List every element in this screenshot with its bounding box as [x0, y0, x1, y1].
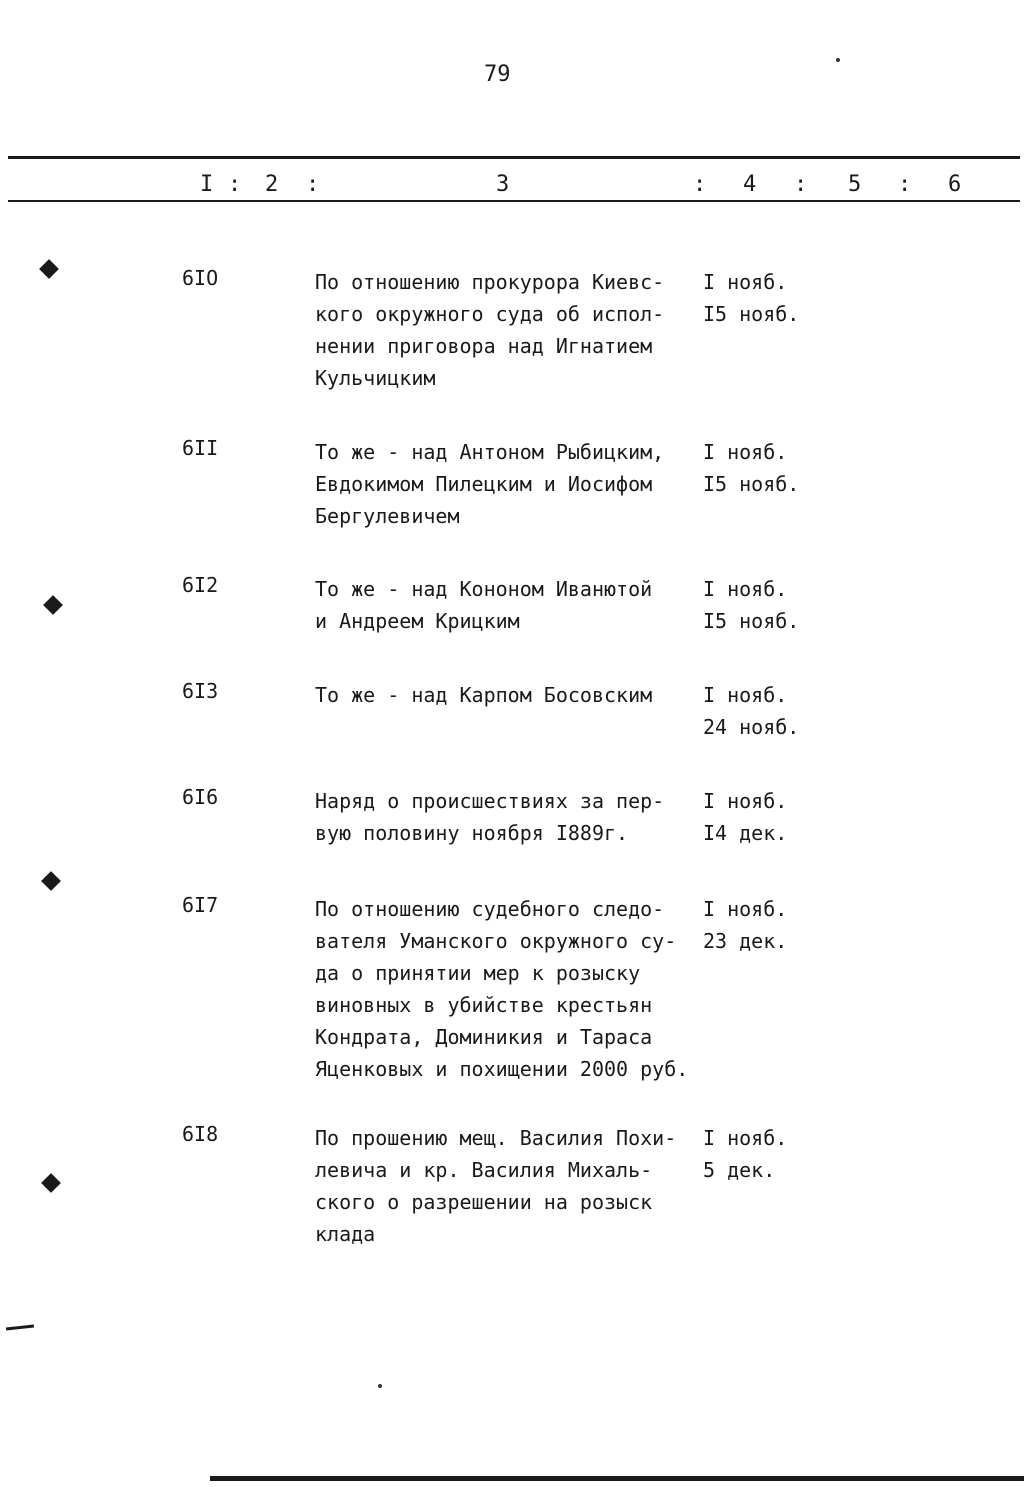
entry-number: 6I7: [182, 893, 219, 917]
end-date: 23 дек.: [703, 929, 788, 953]
paper-speck: [836, 58, 840, 62]
paper-speck: [378, 1384, 382, 1388]
end-date: I5 нояб.: [703, 472, 800, 496]
entry-number: 6II: [182, 436, 219, 460]
entry-number: 6I8: [182, 1122, 219, 1146]
description-line: ского о разрешении на розыск: [315, 1190, 653, 1214]
description-line: То же - над Карпом Босовским: [315, 683, 653, 707]
description-line: да о принятии мер к розыску: [315, 961, 641, 985]
end-date: I4 дек.: [703, 821, 788, 845]
entry-description: [315, 679, 705, 711]
description-line: и Андреем Крицким: [315, 609, 520, 633]
description-line: Яценковых и похищении 2000 руб.: [315, 1057, 689, 1081]
entry-dates: [703, 266, 843, 330]
description-line: По отношению судебного следо-: [315, 897, 665, 921]
entry-description: [315, 1122, 705, 1250]
header-top-rule: [8, 156, 1020, 159]
column-separator: :: [693, 172, 707, 197]
start-date: I нояб.: [703, 1126, 788, 1150]
end-date: 5 дек.: [703, 1158, 776, 1182]
description-line: Наряд о происшествиях за пер-: [315, 789, 665, 813]
binding-hole-mark: [43, 595, 63, 615]
start-date: I нояб.: [703, 270, 788, 294]
column-separator: :: [898, 172, 912, 197]
entry-description: [315, 573, 705, 637]
column-header-1: I: [200, 172, 214, 197]
entry-number: 6IO: [182, 266, 219, 290]
bottom-edge-rule: [210, 1476, 1024, 1481]
column-separator: :: [794, 172, 808, 197]
column-separator: :: [228, 172, 242, 197]
end-date: 24 нояб.: [703, 715, 800, 739]
start-date: I нояб.: [703, 577, 788, 601]
description-line: левича и кр. Василия Михаль-: [315, 1158, 653, 1182]
binding-hole-mark: [41, 1173, 61, 1193]
description-line: То же - над Антоном Рыбицким,: [315, 440, 665, 464]
description-line: Кульчицким: [315, 366, 436, 390]
start-date: I нояб.: [703, 440, 788, 464]
description-line: клада: [315, 1222, 376, 1246]
entry-description: [315, 266, 705, 394]
description-line: Бергулевичем: [315, 504, 460, 528]
description-line: вую половину ноября I889г.: [315, 821, 629, 845]
entry-dates: [703, 573, 843, 637]
entry-description: [315, 785, 705, 849]
start-date: I нояб.: [703, 789, 788, 813]
entry-dates: [703, 785, 843, 849]
entry-description: [315, 436, 705, 532]
binding-hole-mark: [39, 259, 59, 279]
description-line: кого окружного суда об испол-: [315, 302, 665, 326]
description-line: То же - над Кононом Иванютой: [315, 577, 653, 601]
entry-number: 6I6: [182, 785, 219, 809]
entry-dates: [703, 1122, 843, 1186]
margin-dash-mark: [6, 1325, 34, 1331]
binding-hole-mark: [41, 871, 61, 891]
description-line: Кондрата, Доминикия и Тараса: [315, 1025, 653, 1049]
description-line: вателя Уманского окружного су-: [315, 929, 677, 953]
entry-description: [315, 893, 705, 1085]
column-header-5: 5: [848, 172, 862, 197]
end-date: I5 нояб.: [703, 609, 800, 633]
entry-dates: [703, 679, 843, 743]
entry-dates: [703, 893, 843, 957]
entry-dates: [703, 436, 843, 500]
start-date: I нояб.: [703, 683, 788, 707]
start-date: I нояб.: [703, 897, 788, 921]
entry-number: 6I3: [182, 679, 219, 703]
description-line: По прошению мещ. Василия Похи-: [315, 1126, 677, 1150]
description-line: виновных в убийстве крестьян: [315, 993, 653, 1017]
column-separator: :: [306, 172, 320, 197]
description-line: По отношению прокурора Киевс-: [315, 270, 665, 294]
header-bottom-rule: [8, 200, 1020, 202]
description-line: Евдокимом Пилецким и Иосифом: [315, 472, 653, 496]
column-header-4: 4: [743, 172, 757, 197]
entry-number: 6I2: [182, 573, 219, 597]
column-header-6: 6: [948, 172, 962, 197]
description-line: нении приговора над Игнатием: [315, 334, 653, 358]
end-date: I5 нояб.: [703, 302, 800, 326]
page-number: 79: [484, 62, 511, 87]
column-header-3: 3: [496, 172, 510, 197]
column-header-2: 2: [265, 172, 279, 197]
